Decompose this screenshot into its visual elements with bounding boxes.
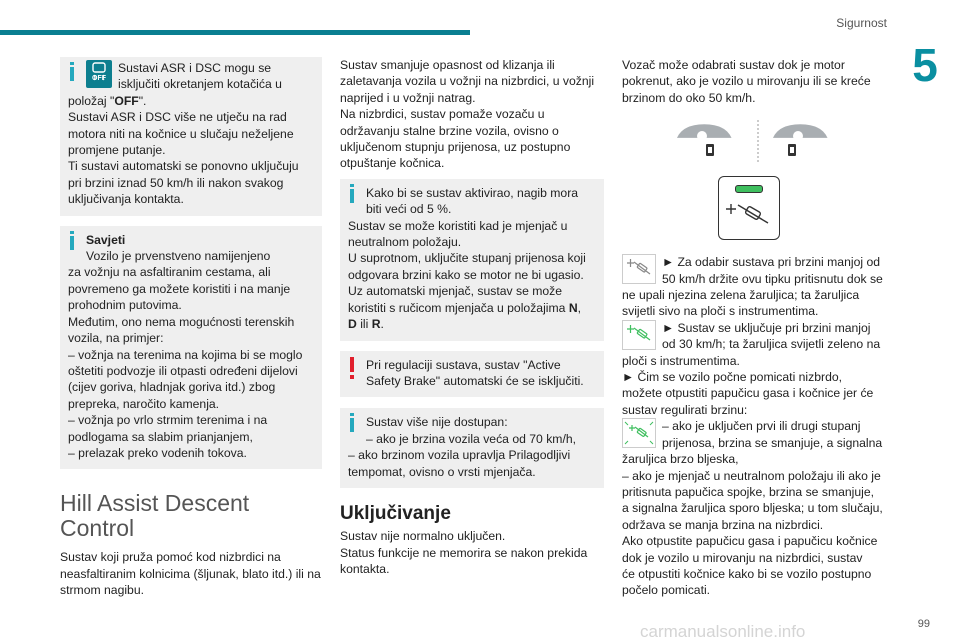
- text-span: položaj ": [68, 93, 115, 108]
- body-text: Sustav koji pruža pomoć kod nizbrdici na: [60, 550, 281, 565]
- box-text: povremeno ga možete koristiti i na manje: [68, 281, 291, 296]
- box-text: prohodnim putovima.: [68, 298, 182, 313]
- body-text: naprijed i u vožnji natrag.: [340, 90, 476, 105]
- body-text: možete otpustiti papučicu gasa i kočnice jer će: [622, 386, 874, 401]
- section-title: Sigurnost: [836, 16, 887, 30]
- body-text: ► Čim se vozilo počne pomicati nizbrdo,: [622, 370, 843, 385]
- bullet-select: [622, 254, 884, 320]
- body-text: brzinom do oko 50 km/h.: [622, 90, 756, 105]
- steering-wheel-illustration: [672, 118, 852, 168]
- note-box-activation: [340, 179, 604, 341]
- box-text: neutralnom položaju.: [348, 235, 462, 250]
- box-text: Ti sustavi automatski se ponovno uključuju: [68, 159, 299, 174]
- info-icon: [350, 189, 354, 203]
- body-text: Sustav nije normalno uključen.: [340, 529, 506, 544]
- column-1: [60, 57, 322, 599]
- box-text: za vožnju na asfaltiranim cestama, ali: [68, 265, 271, 280]
- subsection-heading: Uključivanje: [340, 502, 451, 524]
- body-text: – ako je uključen prvi ili drugi stupanj: [662, 419, 861, 434]
- chapter-number: 5: [912, 39, 938, 91]
- hadc-button-illustration: [718, 176, 780, 240]
- advice-title: Savjeti: [86, 232, 126, 247]
- body-text: strmom nagibu.: [60, 583, 144, 598]
- column-3: [622, 57, 884, 599]
- body-text: Ako otpustite papučicu gasa i papučicu kočnice: [622, 534, 878, 549]
- warning-icon: [350, 357, 354, 372]
- box-text: – prelazak preko vodenih tokova.: [68, 445, 247, 460]
- column-2: [340, 57, 604, 578]
- hill-descent-car-icon: [724, 199, 774, 229]
- body-text: počelo pomicati.: [622, 583, 711, 598]
- box-text: vozila, na primjer:: [68, 331, 164, 346]
- body-paragraph: [340, 57, 604, 172]
- box-text: U suprotnom, uključite stupanj prijenosa koji: [348, 251, 586, 266]
- warning-box-active-safety-brake: [340, 351, 604, 398]
- box-text: oštetiti podvozje ili otpasti određeni dijelovi: [68, 363, 298, 378]
- gear-d-label: D: [348, 317, 357, 332]
- text-span: .: [380, 317, 384, 332]
- body-text: od 30 km/h; ta žaruljica svijetli zeleno na: [662, 337, 881, 352]
- body-text: Sustav smanjuje opasnost od klizanja ili: [340, 58, 555, 72]
- box-text: [348, 300, 596, 316]
- hadc-green-indicator-icon: [622, 320, 656, 350]
- body-text: zaletavanja vozila u vožnji na nizbrdici, u vožnji: [340, 74, 595, 89]
- box-text: tempomat, ovisno o vrsti mjenjača.: [348, 464, 536, 479]
- box-text: uključivanja kontakta.: [68, 192, 184, 207]
- body-text: neasfaltiranim kolnicima (šljunak, blato itd.) ili na: [60, 566, 321, 581]
- green-led: [735, 185, 763, 193]
- info-icon: [350, 418, 354, 432]
- box-text: Kako bi se sustav aktivirao, nagib mora: [366, 185, 579, 200]
- body-text: otpuštanje kočnica.: [340, 156, 445, 171]
- gear-n-label: N: [568, 300, 578, 315]
- box-text: podlogama sa slabim prianjanjem,: [68, 429, 253, 444]
- bullet-flashing: [622, 418, 884, 598]
- body-text: će otpustiti kočnice kako bi se vozilo postupno: [622, 566, 872, 581]
- heading-line: Hill Assist Descent: [60, 490, 250, 517]
- body-text: održava se manja brzina na nizbrdici.: [622, 517, 824, 532]
- hadc-flashing-indicator-icon: [622, 418, 656, 448]
- header-accent-bar: [0, 30, 470, 35]
- left-steering-wheel-icon: [677, 124, 732, 156]
- box-text: Vozilo je prvenstveno namijenjeno: [86, 249, 271, 264]
- off-position-label: OFF: [114, 93, 139, 108]
- box-text: Sustav se može koristiti kad je mjenjač u: [348, 218, 568, 233]
- body-text: kontakta.: [340, 562, 390, 577]
- info-icon: [70, 67, 74, 81]
- box-text: Sustavi ASR i DSC mogu se: [118, 61, 272, 75]
- hadc-grey-indicator-icon: [622, 254, 656, 284]
- box-text: pri brzini iznad 50 km/h ili nakon svakog: [68, 175, 284, 190]
- text-span: ili: [356, 317, 372, 332]
- box-text: Safety Brake" automatski će se isključiti.: [366, 373, 584, 388]
- note-box-advice: [60, 226, 322, 470]
- right-steering-wheel-icon: [773, 124, 828, 156]
- body-text: održavanju stalne brzine vozila, ovisno o: [340, 123, 559, 138]
- body-text: pokrenut, ako je vozilo u mirovanju ili se kreće: [622, 74, 871, 89]
- box-text: [348, 316, 596, 332]
- box-text: Međutim, ono nema mogućnosti terenskih: [68, 314, 295, 329]
- tail-paragraph: [340, 528, 604, 577]
- body-paragraph: [622, 57, 884, 106]
- box-text: isključiti okretanjem kotačića u: [118, 77, 282, 92]
- heading-line: Control: [60, 515, 135, 542]
- body-text: 50 km/h držite ovu tipku pritisnutu dok se: [662, 271, 883, 286]
- info-icon: [70, 236, 74, 250]
- note-box-asr-dsc: [60, 57, 322, 216]
- box-text: – ako brzinom vozila upravlja Prilagodljivi: [348, 448, 571, 463]
- text-span: ,: [577, 300, 582, 315]
- section-heading: [60, 491, 322, 541]
- body-text: ne upali njezina zelena žaruljica; ta žaruljica: [622, 288, 860, 303]
- gear-r-label: R: [371, 317, 381, 332]
- box-text: Sustav više nije dostupan:: [366, 415, 508, 430]
- box-text: (cijev goriva, hladnjak goriva itd.) zbog: [68, 380, 276, 395]
- box-text: Uz automatski mjenjač, sustav se može: [348, 284, 563, 299]
- box-text: Pri regulaciji sustava, sustav "Active: [366, 357, 561, 372]
- body-text: Na nizbrdici, sustav pomaže vozaču u: [340, 107, 545, 122]
- body-text: ► Za odabir sustava pri brzini manjoj od: [662, 255, 880, 270]
- box-text: Sustavi ASR i DSC više ne utječu na rad: [68, 110, 287, 125]
- box-text: – vožnja na terenima na kojima bi se moglo: [68, 347, 303, 362]
- body-text: pritisnuta papučica spojke, brzina se smanjuje,: [622, 484, 875, 499]
- box-text: odgovara brzini kako se motor ne bi ugasio.: [348, 267, 584, 282]
- body-text: uključenom stupnju prijenosa, uz postupno: [340, 140, 571, 155]
- body-text: a signalna žaruljica sporo bljeska; u tom slučaju,: [622, 501, 883, 516]
- body-text: ► Sustav se uključuje pri brzini manjoj: [662, 320, 871, 335]
- box-text: promjene putanje.: [68, 143, 166, 158]
- box-text: motora niti na kočnice u slučaju neželjene: [68, 126, 294, 141]
- text-span: ".: [138, 93, 147, 108]
- text-span: koristiti s ručicom mjenjača u položajima: [348, 300, 569, 315]
- body-text: sustav regulirati brzinu:: [622, 402, 748, 417]
- note-box-unavailable: [340, 408, 604, 488]
- body-text: žaruljica brzo bljeska,: [622, 452, 739, 467]
- box-text: prepreka, naročito kamenja.: [68, 396, 220, 411]
- box-text: [68, 93, 314, 109]
- bullet-engage: [622, 320, 884, 418]
- watermark: carmanualsonline.info: [640, 622, 806, 641]
- body-text: prijenosa, brzina se smanjuje, a signalna: [662, 435, 883, 450]
- body-text: – ako je mjenjač u neutralnom položaju ili ako je: [622, 468, 881, 483]
- intro-paragraph: [60, 549, 322, 598]
- body-text: ploči s instrumentima.: [622, 353, 740, 368]
- box-text: – ako je brzina vozila veća od 70 km/h,: [366, 431, 577, 446]
- body-text: svijetli sivo na ploči s instrumentima.: [622, 304, 819, 319]
- body-text: dok je vozilo u mirovanju na nizbrdici, sustav: [622, 550, 863, 565]
- body-text: Vozač može odabrati sustav dok je motor: [622, 58, 845, 72]
- box-text: biti veći od 5 %.: [366, 202, 452, 217]
- asr-off-icon: [86, 60, 112, 88]
- page-number: 99: [917, 618, 930, 630]
- off-label: OFF: [92, 74, 106, 82]
- box-text: – vožnja po vrlo strmim terenima i na: [68, 413, 268, 428]
- body-text: Status funkcije ne memorira se nakon prekida: [340, 545, 588, 560]
